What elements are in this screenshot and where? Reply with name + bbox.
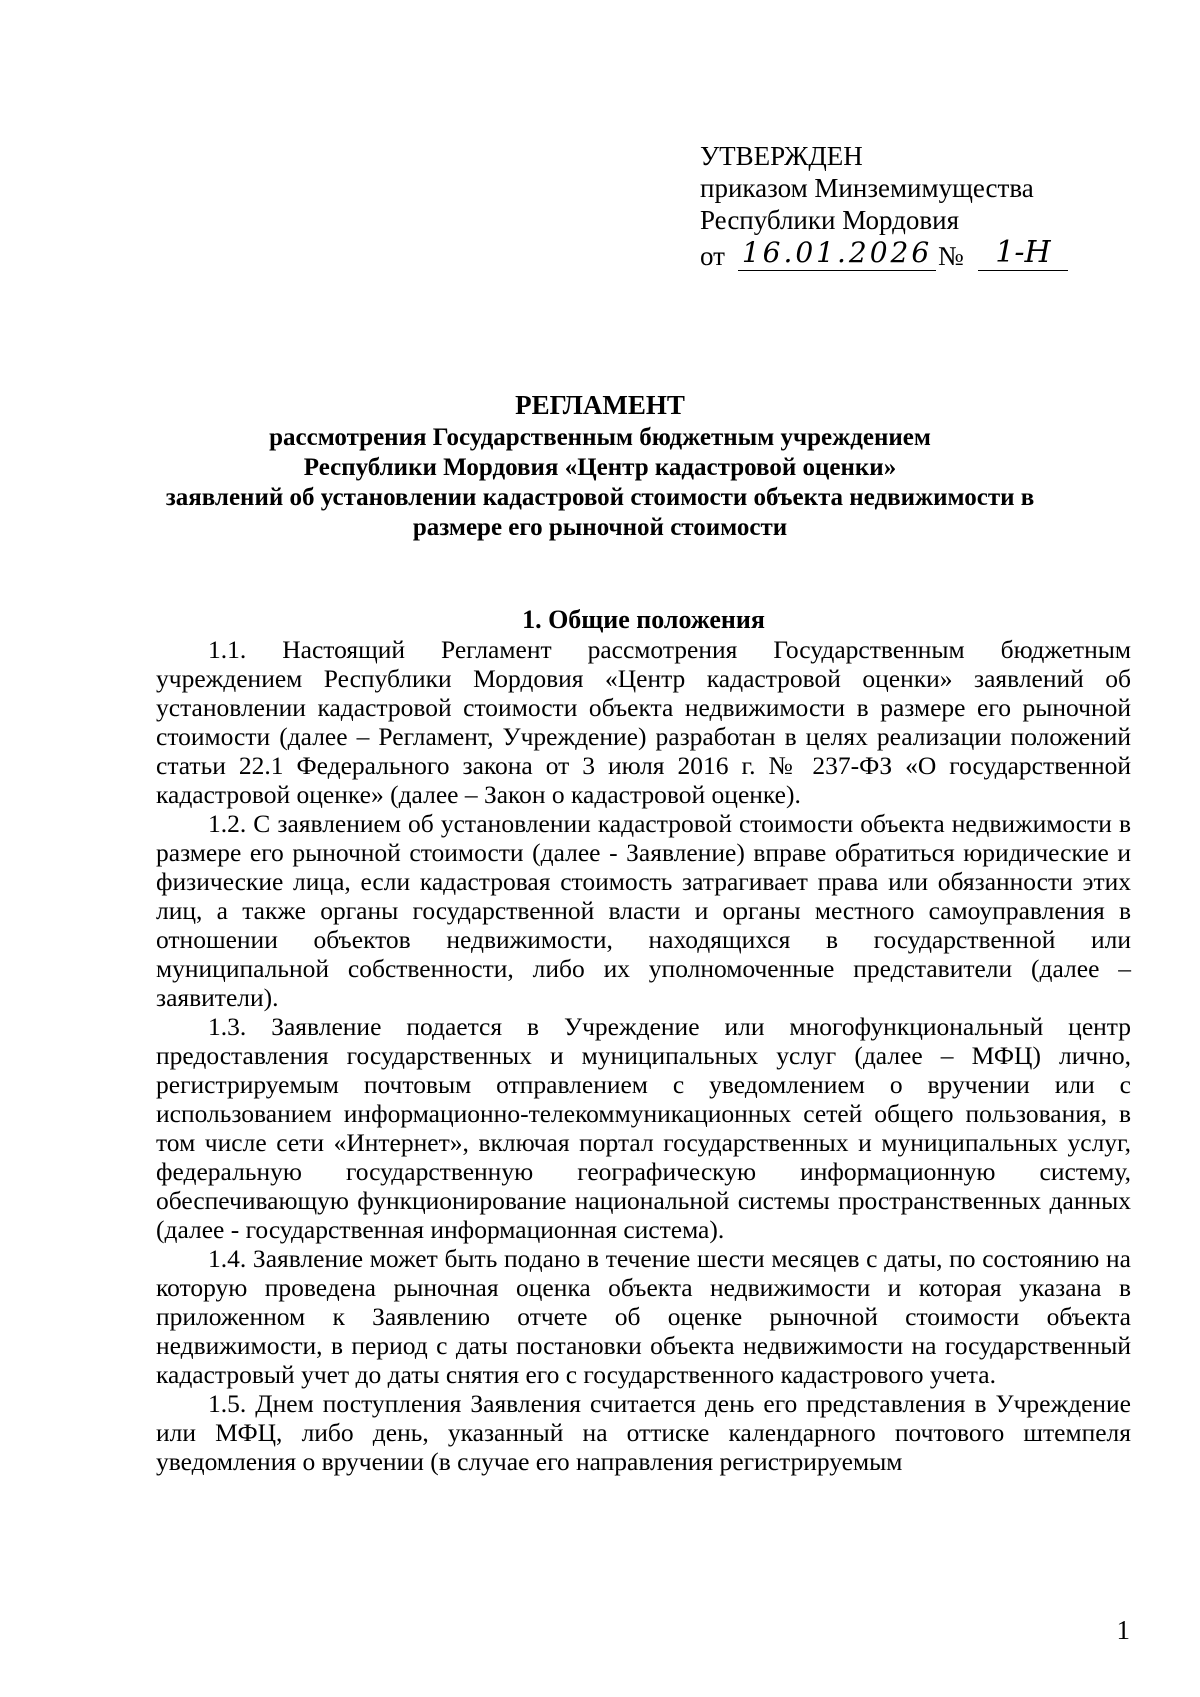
paragraph-1-2: 1.2. С заявлением об установлении кадастровой стоимости объекта недвижимости в размере его рыночной стоимости (далее - Заявление) вправе обратиться юридические и физические лица, если кадастровая стоимость затрагивает права или обязанности этих лиц, а также органы государственной власти и органы местного самоуправления в отношении объектов недвижимости, находящихся в государственной или муниципальной собственности, либо их уполномоченные представители (далее – заявители). xyxy=(156,809,1131,1012)
title-main: РЕГЛАМЕНТ xyxy=(515,390,685,420)
handwritten-order-number: 1-Н xyxy=(978,236,1068,271)
title-line-2: Республики Мордовия «Центр кадастровой оценки» xyxy=(303,454,897,481)
approval-order-line: приказом Минземимущества xyxy=(700,173,1034,203)
approval-republic-line: Республики Мордовия xyxy=(700,205,960,235)
number-prefix: № xyxy=(938,241,964,271)
approval-stamp xyxy=(700,140,1120,276)
approval-heading: УТВЕРЖДЕН xyxy=(700,141,863,171)
handwritten-date: 16.01.2026 xyxy=(738,236,936,271)
document-body xyxy=(156,605,1131,1476)
document-title xyxy=(150,390,1050,543)
paragraph-1-4: 1.4. Заявление может быть подано в течение шести месяцев с даты, по состоянию на которую проведена рыночная оценка объекта недвижимости и которая указана в приложенном к Заявлению отчете об оценке рыночной стоимости объекта недвижимости, в период с даты постановки объекта недвижимости на государственный кадастровый учет до даты снятия его с государственного кадастрового учета. xyxy=(156,1244,1131,1389)
paragraph-1-5: 1.5. Днем поступления Заявления считается день его представления в Учреждение или МФЦ, либо день, указанный на оттиске календарного почтового штемпеля уведомления о вручении (в случае его направления регистрируемым xyxy=(156,1389,1131,1476)
section-heading: 1. Общие положения xyxy=(522,605,765,634)
paragraph-1-1: 1.1. Настоящий Регламент рассмотрения Государственным бюджетным учреждением Республики Мордовия «Центр кадастровой оценки» заявлений об установлении кадастровой стоимости объекта недвижимости в размере его рыночной стоимости (далее – Регламент, Учреждение) разработан в целях реализации положений статьи 22.1 Федерального закона от 3 июля 2016 г. № 237-ФЗ «О государственной кадастровой оценке» (далее – Закон о кадастровой оценке). xyxy=(156,635,1131,809)
title-line-3: заявлений об установлении кадастровой стоимости объекта недвижимости в xyxy=(165,484,1035,511)
title-line-4: размере его рыночной стоимости xyxy=(412,514,788,541)
approval-date-line xyxy=(700,236,1120,276)
title-line-1: рассмотрения Государственным бюджетным учреждением xyxy=(269,424,931,451)
date-prefix: от xyxy=(700,241,725,271)
page-number: 1 xyxy=(1116,1615,1130,1645)
paragraph-1-3: 1.3. Заявление подается в Учреждение или многофункциональный центр предоставления государственных и муниципальных услуг (далее – МФЦ) лично, регистрируемым почтовым отправлением с уведомлением о вручении или с использованием информационно-телекоммуникационных сетей общего пользования, в том числе сети «Интернет», включая портал государственных и муниципальных услуг, федеральную государственную географическую информационную систему, обеспечивающую функционирование национальной системы пространственных данных (далее - государственная информационная система). xyxy=(156,1012,1131,1244)
